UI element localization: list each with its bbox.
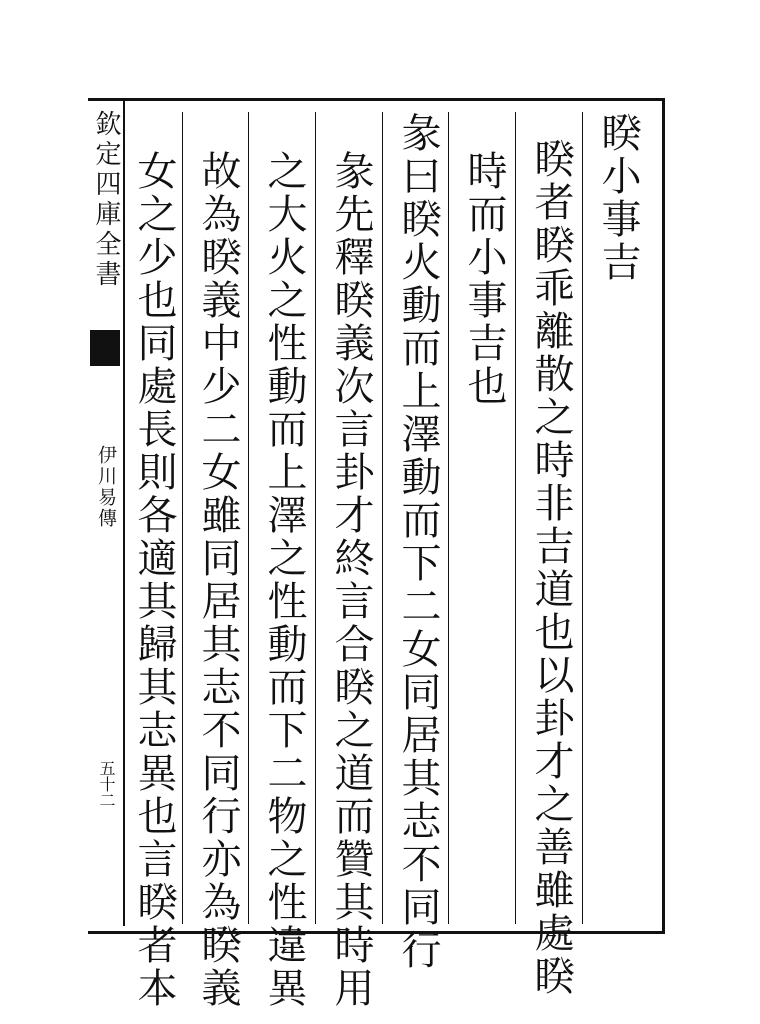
text-column: 睽者睽乖離散之時非吉道也以卦才之善雖處睽 bbox=[528, 138, 574, 998]
column-rule bbox=[448, 112, 449, 924]
column-rule bbox=[315, 112, 316, 924]
column-rule bbox=[515, 112, 516, 924]
heading-column: 睽小事吉 bbox=[595, 112, 641, 284]
margin-page-number: 五十二 bbox=[97, 760, 116, 808]
text-column: 女之少也同處長則各適其歸其志異也言睽者本 bbox=[131, 150, 177, 1010]
text-column: 彖曰睽火動而上澤動而下二女同居其志不同行 bbox=[395, 112, 441, 972]
column-rule bbox=[382, 112, 383, 924]
text-column: 之大火之性動而上澤之性動而下二物之性違異 bbox=[261, 150, 307, 1010]
margin-collection-title: 欽定四庫全書 bbox=[91, 110, 121, 290]
text-column: 時而小事吉也 bbox=[461, 150, 507, 408]
column-rule bbox=[248, 112, 249, 924]
text-column: 彖先釋睽義次言卦才終言合睽之道而贊其時用 bbox=[328, 150, 374, 1010]
margin-fishtail-mark bbox=[90, 330, 120, 366]
column-rule bbox=[582, 112, 583, 924]
text-column: 故為睽義中少二女雖同居其志不同行亦為睽義 bbox=[195, 150, 241, 1010]
margin-book-title: 伊川易傳 bbox=[95, 445, 117, 529]
